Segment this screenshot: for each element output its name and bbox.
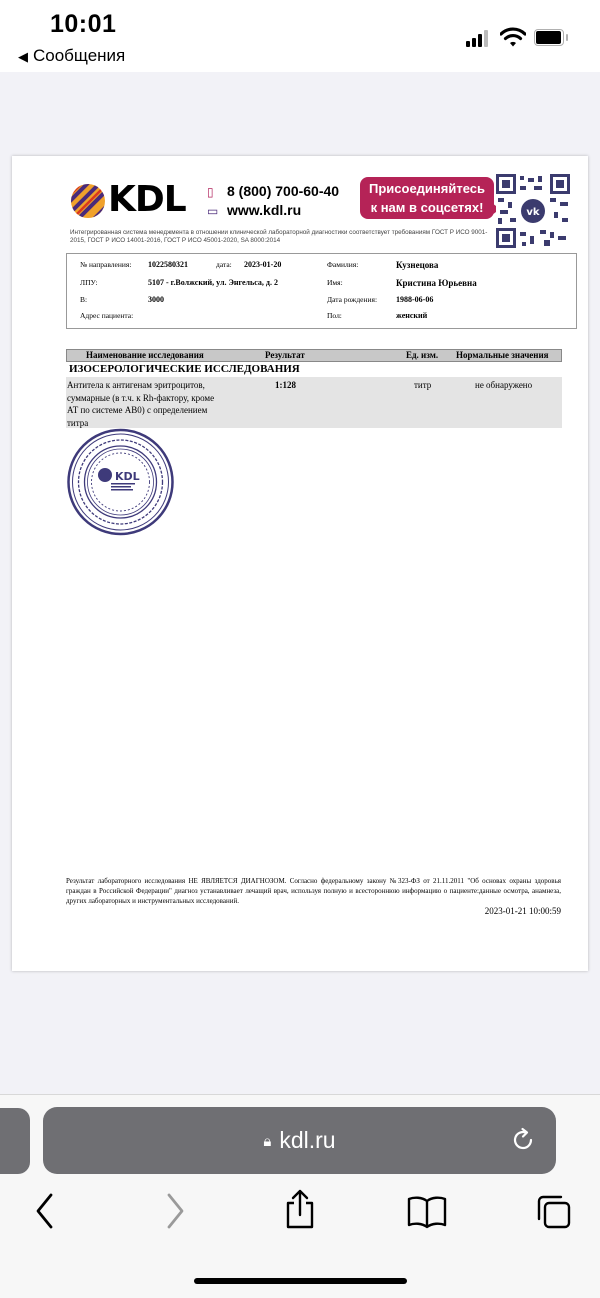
phone-icon: ▯ xyxy=(207,185,214,199)
test-name xyxy=(67,379,214,429)
certification-tagline: Интегрированная система менеджмента в отношении клинической лабораторной диагностики соответствует требованиям ГОСТ Р ИСО 9001-2015, ГОСТ Р ИСО 14001-2016, ГОСТ Р ИСО 45001-2020, SA 8000:2014 xyxy=(70,229,488,244)
lock-icon: 🔒︎ xyxy=(263,1133,272,1150)
test-name-line-3: АТ по системе АВ0) с определением xyxy=(67,405,208,415)
patient-info-box xyxy=(66,253,577,329)
date-label: дата: xyxy=(216,260,232,269)
test-name-line-1: Антитела к антигенам эритроцитов, xyxy=(67,380,205,390)
dob-value: 1988-06-06 xyxy=(396,295,434,304)
battery-icon xyxy=(534,29,567,46)
test-result: 1:128 xyxy=(275,380,296,390)
monitor-icon: ▭ xyxy=(207,204,219,218)
promo-line-2: к нам в соцсетях! xyxy=(370,200,484,215)
address-bar[interactable] xyxy=(43,1107,556,1174)
back-app-label: Сообщения xyxy=(33,46,126,65)
kdl-logo-icon xyxy=(70,183,106,219)
name-label: Имя: xyxy=(327,278,343,287)
phone-number: 8 (800) 700-60-40 xyxy=(227,183,340,199)
reload-icon[interactable] xyxy=(508,1125,538,1155)
surname-label: Фамилия: xyxy=(327,260,359,269)
lpu-value: 5107 - г.Волжский, ул. Энгельса, д. 2 xyxy=(148,278,278,287)
cellular-signal-icon xyxy=(466,30,492,47)
url-text: kdl.ru xyxy=(279,1127,336,1153)
results-table-header xyxy=(66,349,562,362)
promo-line-1: Присоединяйтесь xyxy=(369,181,485,196)
test-unit: титр xyxy=(414,380,432,390)
test-normal: не обнаружено xyxy=(475,380,533,390)
direction-value: 1022580321 xyxy=(148,260,188,269)
qr-code-icon xyxy=(496,174,570,248)
col-header-unit: Ед. изм. xyxy=(406,350,439,360)
v-value: 3000 xyxy=(148,295,164,304)
clock: 10:01 xyxy=(50,10,117,38)
lpu-label: ЛПУ: xyxy=(80,278,98,287)
report-timestamp: 2023-01-21 10:00:59 xyxy=(484,906,561,916)
col-header-normal: Нормальные значения xyxy=(456,350,549,360)
back-triangle-icon: ◀ xyxy=(18,49,28,64)
date-value: 2023-01-20 xyxy=(244,260,282,269)
back-arrow-icon[interactable] xyxy=(32,1191,58,1231)
name-value: Кристина Юрьевна xyxy=(396,278,477,288)
table-row xyxy=(66,377,562,428)
dob-label: Дата рождения: xyxy=(327,295,378,304)
lab-report-page xyxy=(12,156,588,971)
results-table xyxy=(66,349,562,428)
wifi-icon xyxy=(500,26,526,48)
address-label: Адрес пациента: xyxy=(80,311,134,320)
svg-text:KDL: KDL xyxy=(115,470,140,483)
svg-text:vk: vk xyxy=(526,207,540,218)
legal-disclaimer: Результат лабораторного исследования НЕ ЯВЛЯЕТСЯ ДИАГНОЗОМ. Согласно федеральному закону №323-ФЗ от 21.11.2011 "Об основах охраны здоровья граждан в Российской Федерации" диагноз устанавливает лечащий врач, используя полную и всестороннюю информацию о пациенте:данные осмотра, анамнеза, других лабораторных и инструментальных исследований. xyxy=(66,877,561,905)
kdl-logo-text: KDL xyxy=(108,179,186,220)
test-name-line-4: титра xyxy=(67,417,89,428)
direction-label: № направления: xyxy=(80,260,132,269)
back-to-app-link[interactable] xyxy=(18,46,125,66)
forward-arrow-icon[interactable] xyxy=(162,1191,188,1231)
status-bar xyxy=(0,0,600,72)
sex-value: женский xyxy=(396,311,428,320)
social-promo-banner xyxy=(360,177,494,219)
website-link[interactable]: www.kdl.ru xyxy=(227,202,302,218)
col-header-result: Результат xyxy=(265,350,305,360)
col-header-name: Наименование исследования xyxy=(86,350,204,360)
contacts-block xyxy=(207,182,339,220)
tabs-icon[interactable] xyxy=(535,1193,573,1231)
v-label: В: xyxy=(80,295,88,304)
home-indicator[interactable] xyxy=(194,1278,407,1284)
share-icon[interactable] xyxy=(283,1188,317,1230)
laboratory-stamp xyxy=(66,428,175,536)
kdl-logo xyxy=(70,181,195,221)
previous-tab-peek[interactable] xyxy=(0,1108,30,1174)
test-name-line-2: суммарные (в т.ч. к Rh-фактору, кроме xyxy=(67,392,215,403)
surname-value: Кузнецова xyxy=(396,260,439,270)
sex-label: Пол: xyxy=(327,311,342,320)
section-title: ИЗОСЕРОЛОГИЧЕСКИЕ ИССЛЕДОВАНИЯ xyxy=(69,363,300,375)
browser-toolbar xyxy=(0,1094,600,1298)
bookmarks-icon[interactable] xyxy=(406,1195,448,1229)
